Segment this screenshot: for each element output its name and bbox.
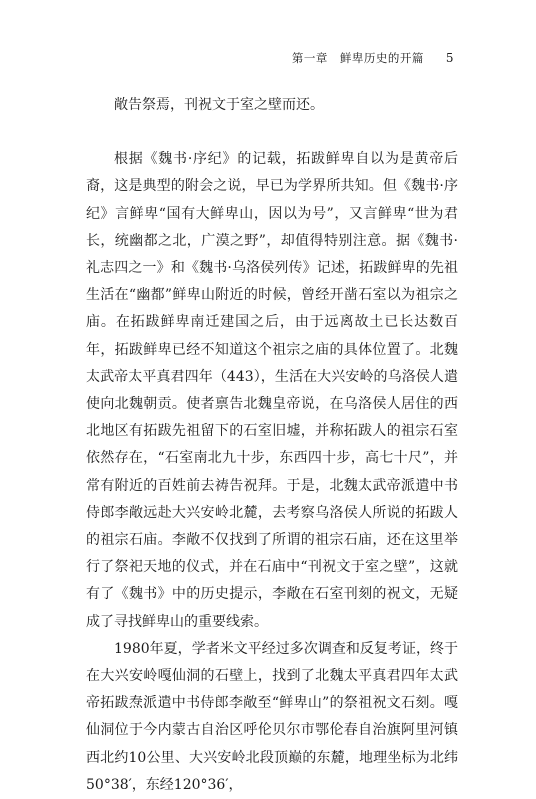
chapter-title: 第一章 鲜卑历史的开篇 xyxy=(291,51,424,65)
paragraph: 1980年夏，学者米文平经过多次调查和反复考证，终于在大兴安岭嘎仙洞的石壁上，找到了北魏太平真君四年太武帝拓跋焘派遣中书侍郎李敞至“鲜卑山”的祭祖祝文石刻。嘎仙洞位于今内蒙古自治区呼伦贝尔市鄂伦春自治旗阿里河镇西北约10公里、大兴安岭北段顶巅的东麓，地理坐标为北纬50°38′，东经120°36′， xyxy=(86,640,458,793)
running-head xyxy=(292,50,454,66)
page-number: 5 xyxy=(445,51,454,65)
paragraph: 根据《魏书·序纪》的记载，拓跋鲜卑自以为是黄帝后裔，这是典型的附会之说，早已为学界所共知。但《魏书·序纪》言鲜卑“国有大鲜卑山，因以为号”，又言鲜卑“世为君长，统幽都之北，广漠之野”，却值得特别注意。据《魏书·礼志四之一》和《魏书·乌洛侯列传》记述，拓跋鲜卑的先祖生活在“幽都”鲜卑山附近的时候，曾经开凿石室以为祖宗之庙。在拓跋鲜卑南迁建国之后，由于远离故土已长达数百年，拓跋鲜卑已经不知道这个祖宗之庙的具体位置了。北魏太武帝太平真君四年（443），生活在大兴安岭的乌洛侯人遣使向北魏朝贡。使者禀告北魏皇帝说，在乌洛侯人居住的西北地区有拓跋先祖留下的石室旧墟，并称拓跋人的祖宗石室依然存在，“石室南北九十步，东西四十步，高七十尺”，并常有附近的百姓前去祷告祝拜。于是，北魏太武帝派遣中书侍郎李敞远赴大兴安岭北麓，去考察乌洛侯人所说的拓跋人的祖宗石庙。李敞不仅找到了所谓的祖宗石庙，还在这里举行了祭祀天地的仪式，并在石庙中“刊祝文于室之壁”，这就有了《魏书》中的历史提示，李敞在石室刊刻的祝文，无疑成了寻找鲜卑山的重要线索。 xyxy=(86,151,458,630)
body-text xyxy=(86,92,458,799)
paragraph-continuation: 敞告祭焉，刊祝文于室之壁而还。 xyxy=(114,97,324,113)
